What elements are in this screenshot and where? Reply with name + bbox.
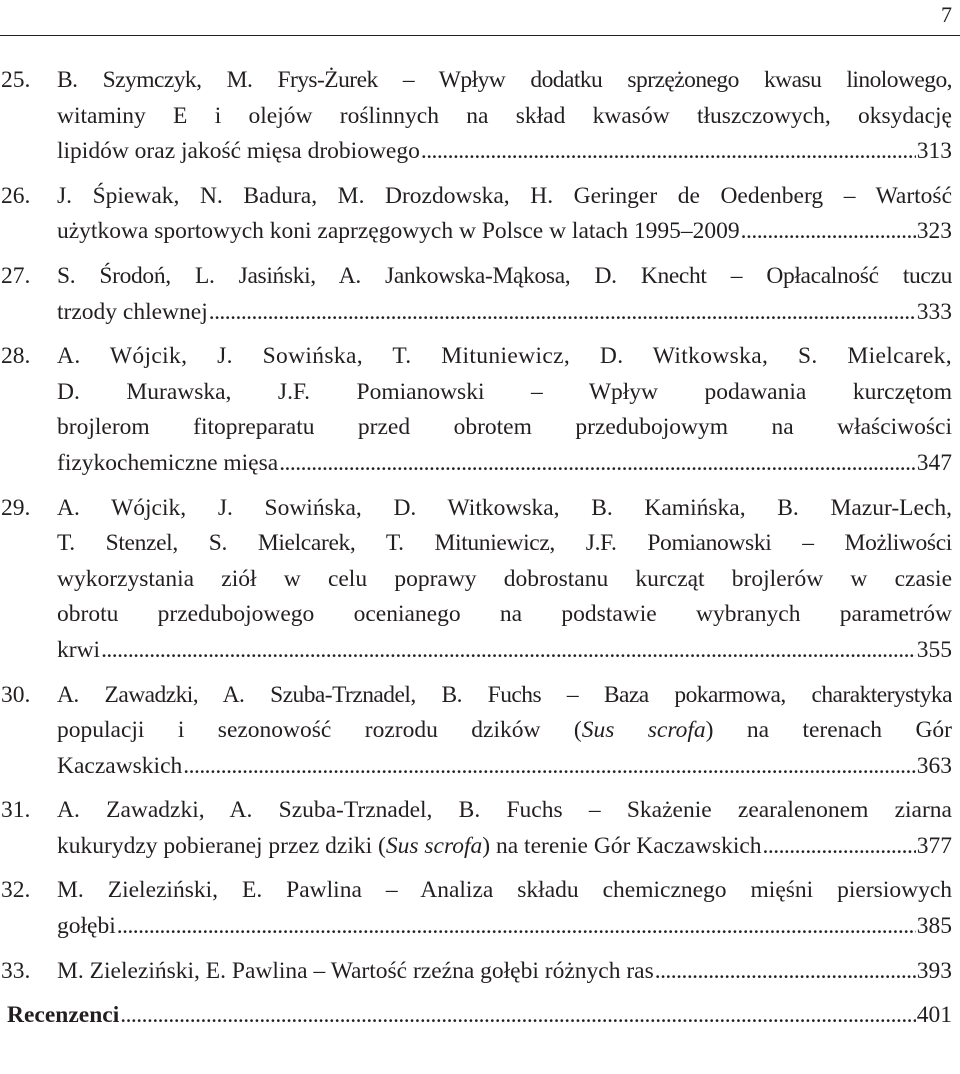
dot-leader [209,295,916,331]
entry-number: 33. [1,957,31,984]
entry-page: 385 [916,913,952,940]
toc-entry-33 [0,954,960,990]
toc-entry-31 [0,793,960,864]
page-number: 7 [941,2,952,27]
entry-title-line: B. Szymczyk, M. Frys-Żurek – Wpływ dodatku sprzężonego kwasu linolowego, [57,67,952,93]
entry-title-line: S. Środoń, L. Jasiński, A. Jankowska-Mąkosa, D. Knecht – Opłacalność tuczu [57,262,952,289]
toc-entry-27 [0,259,960,330]
entry-title-line: populacji i sezonowość rozrodu dzików (Sus scrofa) na terenach Gór [57,717,952,744]
entry-title-line: J. Śpiewak, N. Badura, M. Drozdowska, H. Geringer de Oedenberg – Wartość [57,182,952,209]
entry-title-line: A. Zawadzki, A. Szuba-Trznadel, B. Fuchs – Baza pokarmowa, charakterystyka [57,681,952,708]
entry-title-line: witaminy E i olejów roślinnych na skład kwasów tłuszczowych, oksydację [57,102,952,129]
entry-page: 401 [916,1002,952,1029]
toc-entry-32 [0,873,960,944]
entry-title-line: A. Zawadzki, A. Szuba-Trznadel, B. Fuchs – Skażenie zearalenonem ziarna [57,797,952,824]
entry-title-line: M. Zieleziński, E. Pawlina – Wartość rzeźna gołębi różnych ras [57,957,654,984]
entry-page: 313 [916,138,952,165]
species-name: Sus scrofa [385,832,483,859]
species-name: Sus scrofa [581,717,706,744]
toc-entry-29 [0,491,960,669]
entry-title-line: brojlerom fitopreparatu przed obrotem przedubojowym na właściwości [57,414,952,441]
entry-number: 32. [1,877,31,904]
entry-leader-line [7,998,952,1034]
entry-number: 25. [1,67,31,93]
entry-title-line: A. Wójcik, J. Sowińska, D. Witkowska, B. Kamińska, B. Mazur-Lech, [57,494,952,521]
toc-entry-25 [0,63,960,170]
entry-title-line: użytkowa sportowych koni zaprzęgowych w Polsce w latach 1995–2009 [57,218,740,245]
entry-title-line: A. Wójcik, J. Sowińska, T. Mituniewicz, D. Witkowska, S. Mielcarek, [57,343,952,370]
reviews-label: Recenzenci [7,1002,120,1029]
dot-leader [655,954,916,990]
table-of-contents [0,63,960,1034]
entry-title-line: Kaczawskich [57,752,183,779]
entry-leader-line [57,214,952,250]
entry-number: 28. [1,343,31,370]
entry-leader-line [57,295,952,331]
entry-leader-line [57,954,952,990]
toc-entry-28 [0,339,960,481]
entry-title-line: wykorzystania ziół w celu poprawy dobrostanu kurcząt brojlerów w czasie [57,565,952,592]
entry-number: 26. [1,182,31,209]
dot-leader [120,998,916,1034]
entry-number: 27. [1,262,31,289]
entry-leader-line [57,446,952,482]
entry-title-line: M. Zieleziński, E. Pawlina – Analiza składu chemicznego mięśni piersiowych [57,877,952,904]
entry-title-line: D. Murawska, J.F. Pomianowski – Wpływ podawania kurczętom [57,378,952,405]
entry-title-line: kukurydzy pobieranej przez dziki (Sus scrofa) na terenie Gór Kaczawskich [57,832,762,859]
entry-title-line: fizykochemiczne mięsa [57,449,279,476]
entry-title-line: lipidów oraz jakość mięsa drobiowego [57,138,420,165]
header-rule [0,35,960,36]
entry-number: 31. [1,797,31,824]
dot-leader [183,749,915,785]
entry-title-line: trzody chlewnej [57,298,208,325]
entry-number: 30. [1,681,31,708]
entry-page: 377 [916,832,952,859]
dot-leader [101,633,916,669]
toc-entry-26 [0,179,960,250]
toc-entry-reviews [0,998,960,1034]
entry-page: 363 [916,752,952,779]
entry-leader-line [57,633,952,669]
entry-title-line: T. Stenzel, S. Mielcarek, T. Mituniewicz, J.F. Pomianowski – Możliwości [57,530,952,557]
entry-page: 347 [916,449,952,476]
entry-page: 355 [916,636,952,663]
entry-page: 393 [916,957,952,984]
entry-leader-line [57,909,952,945]
entry-leader-line [57,134,952,170]
dot-leader [279,446,916,482]
dot-leader [763,829,916,865]
entry-page: 323 [916,218,952,245]
entry-title-line: obrotu przedubojowego ocenianego na podstawie wybranych parametrów [57,601,952,628]
dot-leader [421,134,916,170]
entry-number: 29. [1,494,31,521]
entry-leader-line [57,829,952,865]
entry-title-line: krwi [57,636,101,663]
entry-page: 333 [916,298,952,325]
toc-entry-30 [0,678,960,785]
dot-leader [117,909,916,945]
dot-leader [741,214,916,250]
entry-title-line: gołębi [57,913,116,940]
entry-leader-line [57,749,952,785]
